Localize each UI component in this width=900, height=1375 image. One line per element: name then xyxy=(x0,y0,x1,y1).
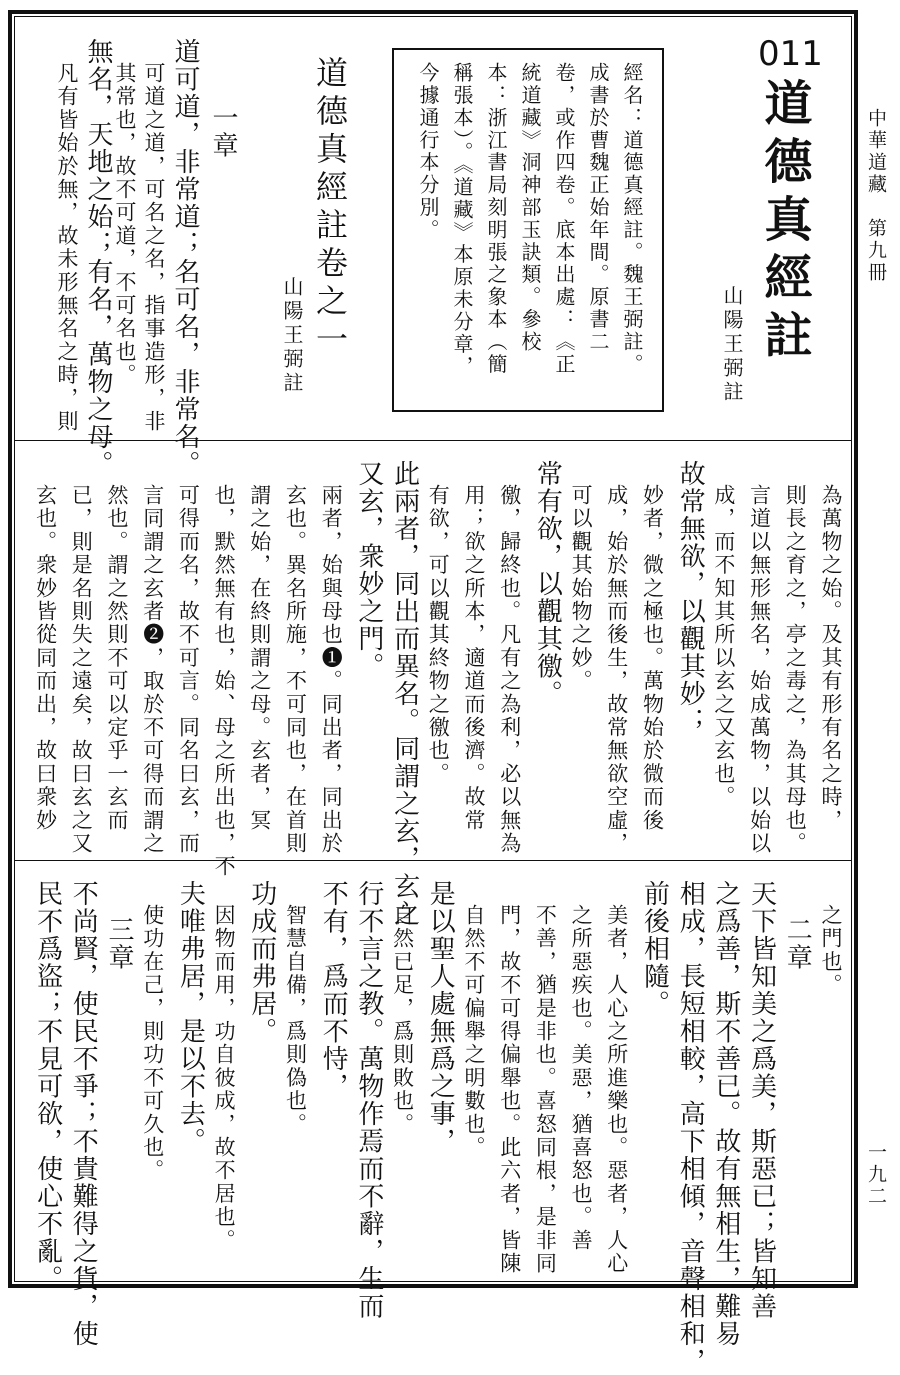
commentary-line: 玄也。衆妙皆從同而出，故曰衆妙 xyxy=(33,484,58,832)
commentary-line: 自然不可偏舉之明數也。 xyxy=(462,904,486,1160)
commentary-line: 門，故不可得偏舉也。此六者，皆陳 xyxy=(497,904,522,1276)
commentary-line: 徼，歸終也。凡有之為利，必以無為 xyxy=(497,484,522,856)
commentary-line: 因物而用，功自彼成，故不居也。 xyxy=(212,904,237,1252)
scripture-line: 不有，爲而不恃， xyxy=(318,880,349,1100)
note-line: 卷，或作四卷。底本出處：《正 xyxy=(552,62,576,376)
commentary-line: 已，則是名則失之遠矣，故曰玄之又 xyxy=(69,484,94,856)
volume-title: 道德真經註卷之一 xyxy=(311,56,349,360)
commentary-line: 之門也。 xyxy=(819,904,843,997)
scripture-line: 行不言之教。萬物作焉而不辭，生而 xyxy=(353,880,384,1320)
scripture-line: 道可道，非常道；名可名，非常名。 xyxy=(170,38,200,478)
commentary-line: 不善，猶是非也。喜怒同根，是非同 xyxy=(533,904,558,1276)
note-line: 成書於曹魏正始年間。原書二 xyxy=(586,62,610,354)
scripture-line: 故常無欲，以觀其妙； xyxy=(675,460,706,735)
note-line: 今據通行本分別。 xyxy=(416,62,440,242)
commentary-line: 玄也。異名所施，不可同也，在首則 xyxy=(283,484,308,856)
commentary-line: 則長之育之，亭之毒之，為其母也。 xyxy=(783,484,808,856)
commentary-line: 成，而不知其所以玄之又玄也。 xyxy=(711,484,736,809)
commentary-line: 自然已足，爲則敗也。 xyxy=(390,904,415,1136)
scripture-line: 又玄，衆妙之門。 xyxy=(353,460,384,680)
text-number: 011 xyxy=(758,34,823,74)
commentary-line: 之所惡疾也。美惡，猶喜怒也。善 xyxy=(569,904,594,1252)
volume-author: 山陽王弼註 xyxy=(280,276,304,396)
commentary-line: 言道以無形無名，始成萬物，以始以 xyxy=(747,484,772,856)
section-divider-2 xyxy=(14,860,852,861)
commentary-line: 也，默然無有也，始、母之所出也，不 xyxy=(212,484,237,879)
commentary-line: 智慧自備，爲則偽也。 xyxy=(283,904,308,1136)
scripture-line: 常有欲，以觀其徼。 xyxy=(532,460,563,708)
commentary-line: 可道之道，可名之名，指事造形，非 xyxy=(142,62,166,434)
scripture-line: 天下皆知美之爲美，斯惡已；皆知善 xyxy=(746,880,777,1320)
scripture-line: 之爲善，斯不善已。故有無相生，難易 xyxy=(710,880,741,1348)
commentary-line: 妙者，微之極也。萬物始於微而後 xyxy=(640,484,665,832)
chapter-heading: 三章 xyxy=(104,916,134,971)
commentary-line: 謂之始，在終則謂之母。玄者，冥 xyxy=(247,484,272,832)
commentary-line: 有欲，可以觀其終物之徼也。 xyxy=(426,484,451,786)
commentary-line: 成，始於無而後生，故常無欲空虛， xyxy=(604,484,629,856)
commentary-line: 其常也，故不可道，不可名也。 xyxy=(113,62,137,387)
commentary-line: 使功在己，則功不可久也。 xyxy=(140,904,165,1183)
scripture-line: 民不爲盜；不見可欲，使心不亂。 xyxy=(32,880,63,1293)
chapter-heading: 二章 xyxy=(782,916,813,971)
text-title: 道德真經註 xyxy=(756,78,812,368)
commentary-line: 然也。謂之然則不可以定乎一玄而 xyxy=(105,484,129,832)
page-number: 一九二 xyxy=(865,1142,887,1208)
scripture-line: 相成，長短相較，高下相傾，音聲相和， xyxy=(675,880,706,1375)
note-line: 經名：道德真經註。魏王弼註。 xyxy=(620,62,644,376)
commentary-line: 凡有皆始於無，故未形無名之時，則 xyxy=(55,62,79,434)
scripture-line: 是以聖人處無爲之事， xyxy=(425,880,456,1155)
commentary-line: 言同謂之玄者❷，取於不可得而謂之 xyxy=(140,484,165,856)
commentary-line: 為萬物之始。及其有形有名之時， xyxy=(819,484,843,832)
note-line: 稱張本）。《道藏》本原未分章， xyxy=(450,62,474,378)
scripture-line: 不尚賢，使民不爭；不貴難得之貨，使 xyxy=(68,880,99,1348)
note-line: 本：浙江書局刻明張之象本（簡 xyxy=(484,62,508,376)
commentary-line: 兩者，始與母也❶。同出者，同出於 xyxy=(319,484,344,856)
note-line: 統道藏》洞神部玉訣類。參校 xyxy=(518,62,542,354)
commentary-line: 用；欲之所本，適道而後濟。故常 xyxy=(462,484,486,832)
scripture-line: 夫唯弗居，是以不去。 xyxy=(175,880,206,1155)
scripture-line: 無名，天地之始；有名，萬物之母。 xyxy=(83,38,113,478)
commentary-line: 美者，人心之所進樂也。惡者，人心 xyxy=(604,904,629,1276)
title-author: 山陽王弼註 xyxy=(720,285,744,405)
scripture-line: 此兩者，同出而異名。同謂之玄，玄之 xyxy=(389,460,420,928)
scripture-line: 前後相隨。 xyxy=(639,880,670,1018)
scripture-line: 功成而弗居。 xyxy=(246,880,277,1045)
section-divider-1 xyxy=(14,440,852,441)
commentary-line: 可得而名，故不可言。同名曰玄，而 xyxy=(176,484,201,856)
chapter-heading-1: 一章 xyxy=(208,104,238,159)
commentary-line: 可以觀其始物之妙。 xyxy=(569,484,594,693)
running-header-book: 中華道藏 第九冊 xyxy=(865,108,887,284)
